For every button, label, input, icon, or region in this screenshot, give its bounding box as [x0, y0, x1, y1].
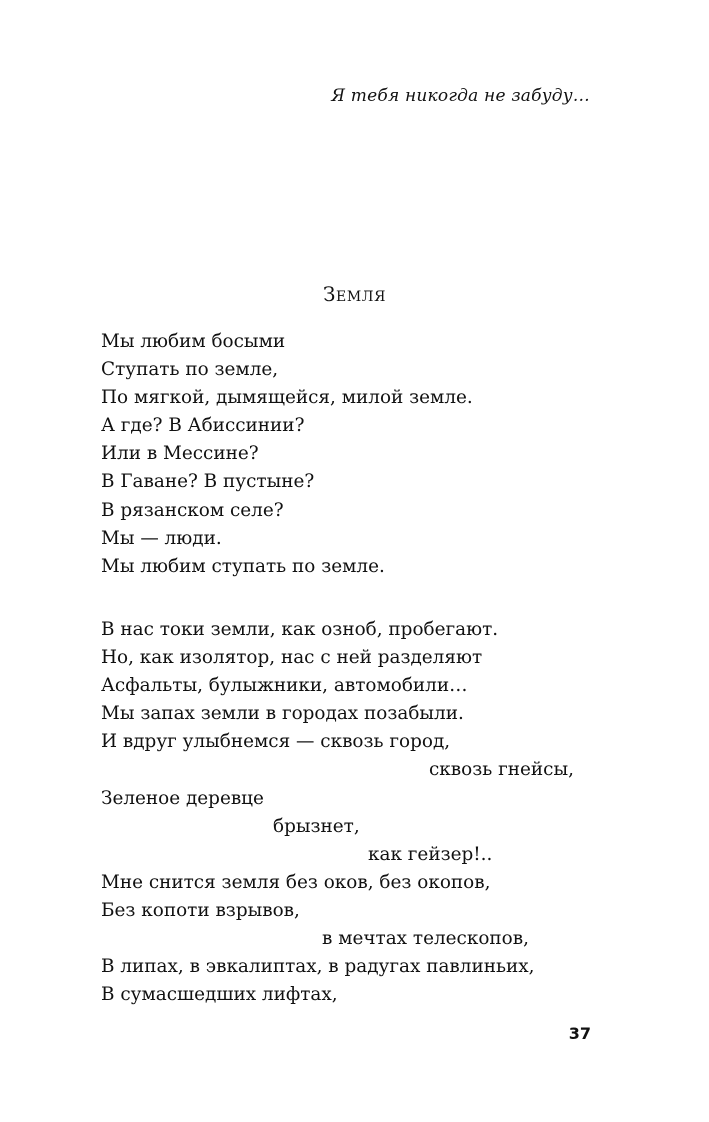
stanza-1: [101, 328, 473, 581]
poem-line: Зеленое деревце: [101, 787, 264, 809]
poem-line: Или в Мессине?: [101, 443, 259, 465]
poem-line: Ступать по земле,: [101, 359, 279, 381]
poem-title: Земля: [322, 282, 386, 306]
page-number: 37: [568, 1024, 591, 1043]
poem-line: В сумасшедших лифтах,: [101, 984, 338, 1006]
poem-line-indented: в мечтах телескопов,: [322, 928, 529, 950]
running-head: Я тебя никогда не забуду…: [331, 86, 590, 106]
poem-line-indented: как гейзер!..: [368, 843, 493, 865]
poem-line: В липах, в эвкалиптах, в радугах павлиньих,: [101, 956, 535, 978]
poem-line: Без копоти взрывов,: [101, 899, 300, 921]
poem-line: Асфальты, булыжники, автомобили…: [101, 675, 468, 697]
poem-line: В рязанском селе?: [101, 499, 284, 521]
poem-line: И вдруг улыбнемся — сквозь город,: [101, 731, 451, 753]
poem-line: Мы — люди.: [101, 527, 222, 549]
poem-line: А где? В Абиссинии?: [101, 415, 305, 437]
poem-line: Но, как изолятор, нас с ней разделяют: [101, 647, 483, 669]
poem-line: В нас токи земли, как озноб, пробегают.: [101, 619, 499, 640]
poem-line: Мне снится земля без оков, без окопов,: [101, 871, 491, 893]
poem-line-indented: сквозь гнейсы,: [429, 759, 574, 781]
poem-line-indented: брызнет,: [273, 815, 360, 837]
poem-line: В Гаване? В пустыне?: [101, 471, 315, 493]
stanza-2: [101, 616, 574, 1009]
poem-line: По мягкой, дымящейся, милой земле.: [101, 387, 473, 409]
poem-line: Мы любим ступать по земле.: [101, 555, 385, 577]
poem-line: Мы запах земли в городах позабыли.: [101, 703, 464, 725]
poem-line: Мы любим босыми: [101, 331, 286, 352]
